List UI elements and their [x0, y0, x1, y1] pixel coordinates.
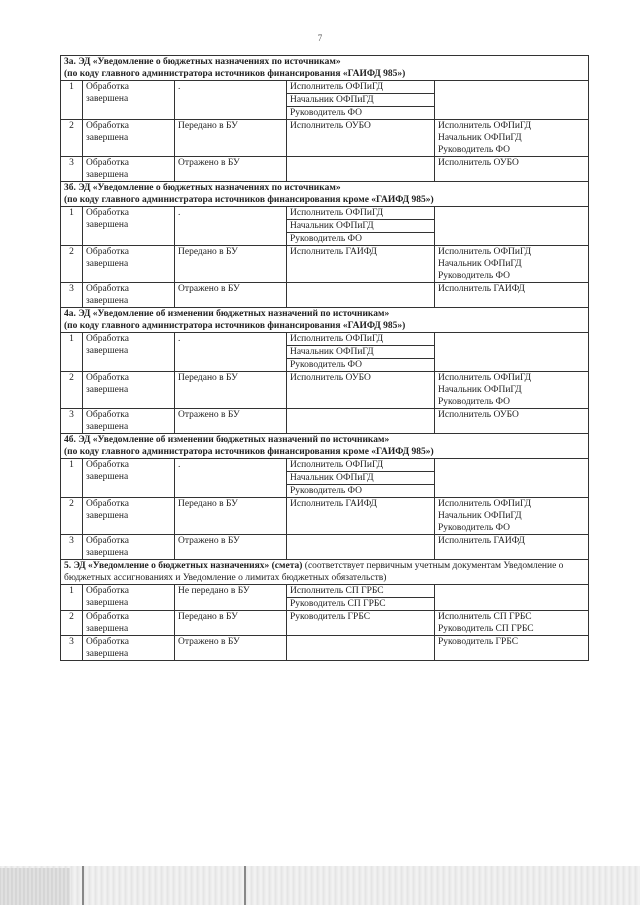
row-recipients	[435, 207, 589, 246]
row-action: .	[175, 81, 287, 120]
row-action: Передано в БУ	[175, 120, 287, 157]
row-executors	[287, 333, 435, 372]
recipient-item: Руководитель ФО	[438, 145, 511, 155]
row-action: .	[175, 207, 287, 246]
table-row	[61, 246, 589, 283]
row-executors	[287, 120, 435, 157]
executor-item: Начальник ОФПиГД	[287, 220, 434, 233]
section-title: 4а. ЭД «Уведомление об изменении бюджетных назначений по источникам»	[64, 309, 390, 319]
table-row	[61, 157, 589, 182]
row-number: 3	[61, 409, 83, 434]
table-row	[61, 120, 589, 157]
recipient-item: Исполнитель ОФПиГД	[438, 499, 532, 509]
table-row	[61, 498, 589, 535]
row-executors	[287, 246, 435, 283]
row-status: Обработка завершена	[83, 585, 175, 611]
section-title: 3а. ЭД «Уведомление о бюджетных назначениях по источникам»	[64, 57, 341, 67]
row-action: Передано в БУ	[175, 246, 287, 283]
executor-item: Исполнитель ОФПиГД	[287, 333, 434, 346]
workflow-table	[60, 55, 589, 661]
row-executors	[287, 636, 435, 661]
row-status: Обработка завершена	[83, 372, 175, 409]
row-executors	[287, 81, 435, 120]
row-number: 3	[61, 535, 83, 560]
row-action: .	[175, 333, 287, 372]
recipient-item: Начальник ОФПиГД	[438, 385, 522, 395]
executor-item: Исполнитель ОФПиГД	[287, 459, 434, 472]
row-recipients	[435, 81, 589, 120]
executor-item: Руководитель ФО	[290, 234, 363, 244]
row-recipients	[435, 611, 589, 636]
table-row	[61, 283, 589, 308]
executor-item: Исполнитель ОУБО	[290, 121, 371, 131]
page-number: 7	[317, 33, 323, 43]
row-executors	[287, 372, 435, 409]
row-executors	[287, 459, 435, 498]
recipient-item: Руководитель ГРБС	[438, 637, 519, 647]
recipient-item: Исполнитель ОУБО	[438, 410, 519, 420]
row-recipients	[435, 585, 589, 611]
recipient-item: Руководитель СП ГРБС	[438, 624, 534, 634]
row-status: Обработка завершена	[83, 283, 175, 308]
section-subtitle: (по коду главного администратора источников финансирования «ГАИФД 985»)	[64, 321, 406, 331]
row-recipients	[435, 372, 589, 409]
table-row	[61, 636, 589, 661]
section-header-row	[61, 560, 589, 585]
row-number: 3	[61, 283, 83, 308]
section-header	[61, 434, 589, 459]
row-recipients	[435, 283, 589, 308]
row-number: 3	[61, 157, 83, 182]
row-recipients	[435, 636, 589, 661]
row-status: Обработка завершена	[83, 611, 175, 636]
executor-item: Руководитель ФО	[290, 486, 363, 496]
recipient-item: Исполнитель ГАИФД	[438, 536, 525, 546]
row-status: Обработка завершена	[83, 459, 175, 498]
row-recipients	[435, 120, 589, 157]
recipient-item: Руководитель ФО	[438, 523, 511, 533]
executor-item: Руководитель ГРБС	[290, 612, 371, 622]
row-action: Отражено в БУ	[175, 409, 287, 434]
section-header	[61, 56, 589, 81]
section-header-row	[61, 182, 589, 207]
section-header-row	[61, 308, 589, 333]
row-number: 2	[61, 611, 83, 636]
row-action: Передано в БУ	[175, 498, 287, 535]
section-subtitle: (по коду главного администратора источников финансирования кроме «ГАИФД 985»)	[64, 447, 434, 457]
row-action: Передано в БУ	[175, 611, 287, 636]
section-note: (соответствует первичным учетным документам Уведомление о бюджетных ассигнованиях и Уведомление о лимитах бюджетных обязательств)	[64, 561, 564, 583]
row-action: Передано в БУ	[175, 372, 287, 409]
row-status: Обработка завершена	[83, 535, 175, 560]
row-recipients	[435, 459, 589, 498]
executor-item: Начальник ОФПиГД	[287, 346, 434, 359]
table-row	[61, 207, 589, 246]
document-body	[60, 55, 588, 661]
table-row	[61, 409, 589, 434]
recipient-item: Начальник ОФПиГД	[438, 133, 522, 143]
recipient-item: Исполнитель СП ГРБС	[438, 612, 532, 622]
scan-footer-dark-area	[0, 868, 70, 905]
executor-item: Исполнитель ОФПиГД	[287, 81, 434, 94]
row-recipients	[435, 409, 589, 434]
recipient-item: Исполнитель ГАИФД	[438, 284, 525, 294]
executor-item: Исполнитель СП ГРБС	[287, 585, 434, 598]
table-row	[61, 81, 589, 120]
row-recipients	[435, 535, 589, 560]
table-row	[61, 333, 589, 372]
recipient-item: Руководитель ФО	[438, 397, 511, 407]
row-action: Отражено в БУ	[175, 636, 287, 661]
row-number: 2	[61, 498, 83, 535]
row-number: 2	[61, 372, 83, 409]
row-number: 1	[61, 585, 83, 611]
section-subtitle: (по коду главного администратора источников финансирования «ГАИФД 985»)	[64, 69, 406, 79]
row-action: Отражено в БУ	[175, 535, 287, 560]
executor-item: Исполнитель ОФПиГД	[287, 207, 434, 220]
row-executors	[287, 585, 435, 611]
row-number: 2	[61, 120, 83, 157]
row-action: Отражено в БУ	[175, 157, 287, 182]
row-status: Обработка завершена	[83, 636, 175, 661]
row-status: Обработка завершена	[83, 498, 175, 535]
row-number: 1	[61, 333, 83, 372]
executor-item: Исполнитель ОУБО	[290, 373, 371, 383]
row-number: 1	[61, 207, 83, 246]
executor-item: Руководитель СП ГРБС	[290, 599, 386, 609]
scan-footer-strip	[0, 866, 640, 905]
row-recipients	[435, 498, 589, 535]
row-recipients	[435, 246, 589, 283]
row-number: 2	[61, 246, 83, 283]
recipient-item: Начальник ОФПиГД	[438, 511, 522, 521]
executor-item: Исполнитель ГАИФД	[290, 247, 377, 257]
row-recipients	[435, 157, 589, 182]
executor-item: Руководитель ФО	[290, 108, 363, 118]
row-executors	[287, 207, 435, 246]
scan-footer-mark	[244, 866, 246, 905]
table-row	[61, 459, 589, 498]
section-header	[61, 182, 589, 207]
table-row	[61, 535, 589, 560]
recipient-item: Начальник ОФПиГД	[438, 259, 522, 269]
executor-item: Начальник ОФПиГД	[287, 472, 434, 485]
section-header-row	[61, 56, 589, 81]
section-subtitle: (по коду главного администратора источников финансирования кроме «ГАИФД 985»)	[64, 195, 434, 205]
executor-item: Начальник ОФПиГД	[287, 94, 434, 107]
section-header	[61, 560, 589, 585]
recipient-item: Исполнитель ОФПиГД	[438, 247, 532, 257]
executor-item: Исполнитель ГАИФД	[290, 499, 377, 509]
section-title: 3б. ЭД «Уведомление о бюджетных назначениях по источникам»	[64, 183, 341, 193]
section-header-row	[61, 434, 589, 459]
row-executors	[287, 283, 435, 308]
row-action: Не передано в БУ	[175, 585, 287, 611]
scan-footer-mark	[82, 866, 84, 905]
row-status: Обработка завершена	[83, 157, 175, 182]
row-status: Обработка завершена	[83, 333, 175, 372]
row-status: Обработка завершена	[83, 120, 175, 157]
row-status: Обработка завершена	[83, 207, 175, 246]
table-row	[61, 585, 589, 611]
executor-item: Руководитель ФО	[290, 360, 363, 370]
row-number: 1	[61, 81, 83, 120]
row-action: .	[175, 459, 287, 498]
row-executors	[287, 157, 435, 182]
row-executors	[287, 535, 435, 560]
recipient-item: Исполнитель ОУБО	[438, 158, 519, 168]
row-number: 1	[61, 459, 83, 498]
section-header	[61, 308, 589, 333]
section-title: 4б. ЭД «Уведомление об изменении бюджетных назначений по источникам»	[64, 435, 390, 445]
row-recipients	[435, 333, 589, 372]
row-number: 3	[61, 636, 83, 661]
recipient-item: Руководитель ФО	[438, 271, 511, 281]
row-executors	[287, 498, 435, 535]
section-title: 5. ЭД «Уведомление о бюджетных назначениях» (смета)	[64, 561, 303, 571]
table-row	[61, 372, 589, 409]
recipient-item: Исполнитель ОФПиГД	[438, 121, 532, 131]
row-status: Обработка завершена	[83, 81, 175, 120]
recipient-item: Исполнитель ОФПиГД	[438, 373, 532, 383]
row-executors	[287, 611, 435, 636]
row-action: Отражено в БУ	[175, 283, 287, 308]
row-executors	[287, 409, 435, 434]
row-status: Обработка завершена	[83, 409, 175, 434]
row-status: Обработка завершена	[83, 246, 175, 283]
table-row	[61, 611, 589, 636]
